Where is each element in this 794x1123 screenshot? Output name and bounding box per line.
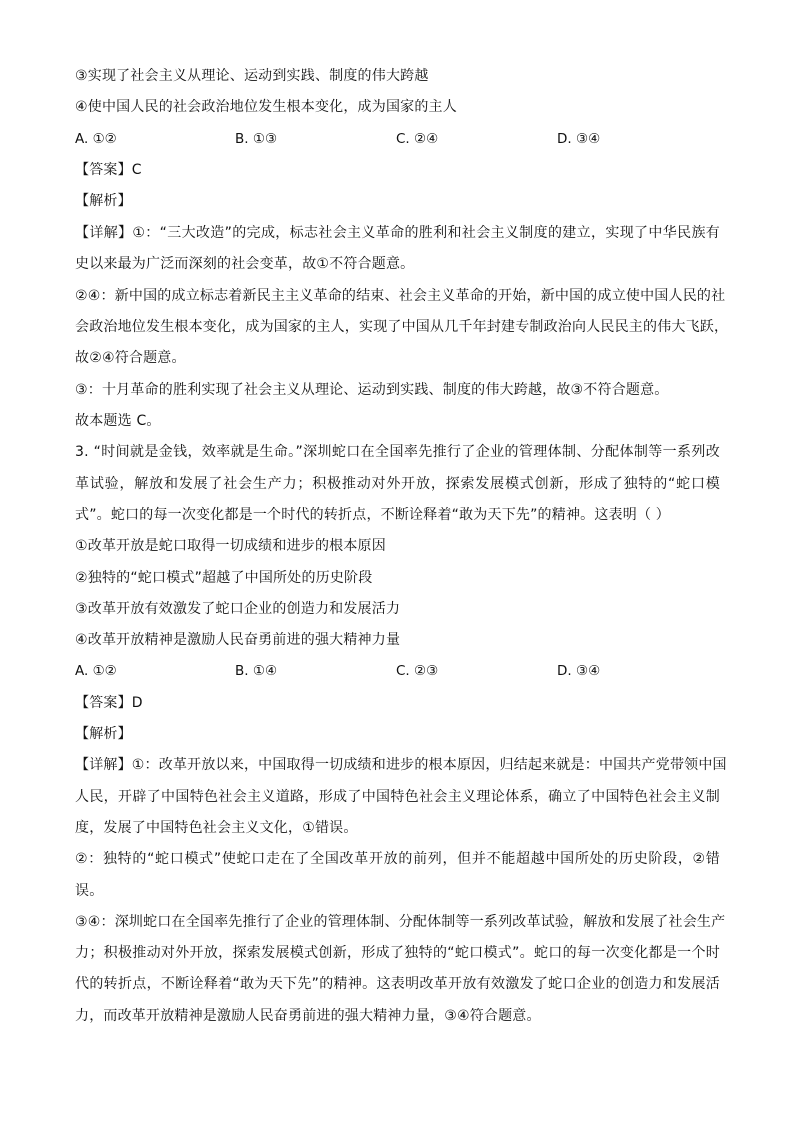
q3-item-4: ④改革开放精神是激励人民奋勇前进的强大精神力量 — [75, 632, 401, 648]
q2-answer: 【答案】C — [75, 162, 142, 178]
q2-explanation-line: 故②④符合题意。 — [75, 350, 186, 366]
q3-stem-line: 革试验，解放和发展了社会生产力；积极推动对外开放，探索发展模式创新，形成了独特的“蛇口模 — [75, 476, 720, 492]
q2-option-b: B. ①③ — [235, 131, 278, 147]
q2-explanation-line: ③：十月革命的胜利实现了社会主义从理论、运动到实践、制度的伟大跨越，故③不符合题意。 — [75, 382, 669, 398]
q3-item-2: ②独特的“蛇口模式”超越了中国所处的历史阶段 — [75, 570, 373, 586]
q2-explanation-line: 会政治地位发生根本变化，成为国家的主人，实现了中国从几千年封建专制政治向人民民主的伟大飞跃， — [75, 319, 729, 335]
q3-stem-line: 3. “时间就是金钱，效率就是生命。”深圳蛇口在全国率先推行了企业的管理体制、分配体制等一系列改 — [75, 444, 720, 460]
q3-analysis-heading: 【解析】 — [75, 726, 132, 742]
q3-explanation-line: ②：独特的“蛇口模式”使蛇口走在了全国改革开放的前列，但并不能超越中国所处的历史阶段，②错 — [75, 851, 720, 867]
q2-explanation-line: ②④：新中国的成立标志着新民主主义革命的结束、社会主义革命的开始，新中国的成立使中国人民的社 — [75, 288, 726, 304]
q3-item-3: ③改革开放有效激发了蛇口企业的创造力和发展活力 — [75, 601, 401, 617]
q2-explanation-line: 史以来最为广泛而深刻的社会变革，故①不符合题意。 — [75, 256, 415, 272]
q3-explanation-line: 度，发展了中国特色社会主义文化，①错误。 — [75, 820, 358, 836]
q3-option-c: C. ②③ — [396, 663, 439, 679]
q3-item-1: ①改革开放是蛇口取得一切成绩和进步的根本原因 — [75, 538, 386, 554]
q2-item-3: ③实现了社会主义从理论、运动到实践、制度的伟大跨越 — [75, 68, 429, 84]
q3-answer: 【答案】D — [75, 695, 143, 711]
q3-explanation-line: 代的转折点，不断诠释着“敢为天下先”的精神。这表明改革开放有效激发了蛇口企业的创造力和发展活 — [75, 976, 720, 992]
q2-explanation-line: 故本题选 C。 — [75, 413, 161, 429]
q3-explanation-line: 力，而改革开放精神是激励人民奋勇前进的强大精神力量，③④符合题意。 — [75, 1008, 541, 1024]
q2-explanation-line: 【详解】①：“三大改造”的完成，标志社会主义革命的胜利和社会主义制度的建立，实现了中华民族有 — [75, 225, 720, 241]
q3-explanation-line: 误。 — [75, 883, 104, 899]
q2-analysis-heading: 【解析】 — [75, 193, 132, 209]
q2-option-a: A. ①② — [75, 131, 117, 147]
q3-option-b: B. ①④ — [235, 663, 278, 679]
q2-item-4: ④使中国人民的社会政治地位发生根本变化，成为国家的主人 — [75, 99, 457, 115]
q3-option-a: A. ①② — [75, 663, 117, 679]
q2-option-d: D. ③④ — [557, 131, 601, 147]
q3-stem-line: 式”。蛇口的每一次变化都是一个时代的转折点，不断诠释着“敢为天下先”的精神。这表明（ ） — [75, 507, 671, 523]
q3-option-d: D. ③④ — [557, 663, 601, 679]
q3-explanation-line: 【详解】①：改革开放以来，中国取得一切成绩和进步的根本原因，归结起来就是：中国共产党带领中国 — [75, 757, 727, 773]
q2-option-c: C. ②④ — [396, 131, 439, 147]
q3-explanation-line: 力；积极推动对外开放，探索发展模式创新，形成了独特的“蛇口模式”。蛇口的每一次变化都是一个时 — [75, 945, 720, 961]
q3-explanation-line: ③④：深圳蛇口在全国率先推行了企业的管理体制、分配体制等一系列改革试验，解放和发展了社会生产 — [75, 914, 726, 930]
q3-explanation-line: 人民，开辟了中国特色社会主义道路，形成了中国特色社会主义理论体系，确立了中国特色社会主义制 — [75, 789, 720, 805]
